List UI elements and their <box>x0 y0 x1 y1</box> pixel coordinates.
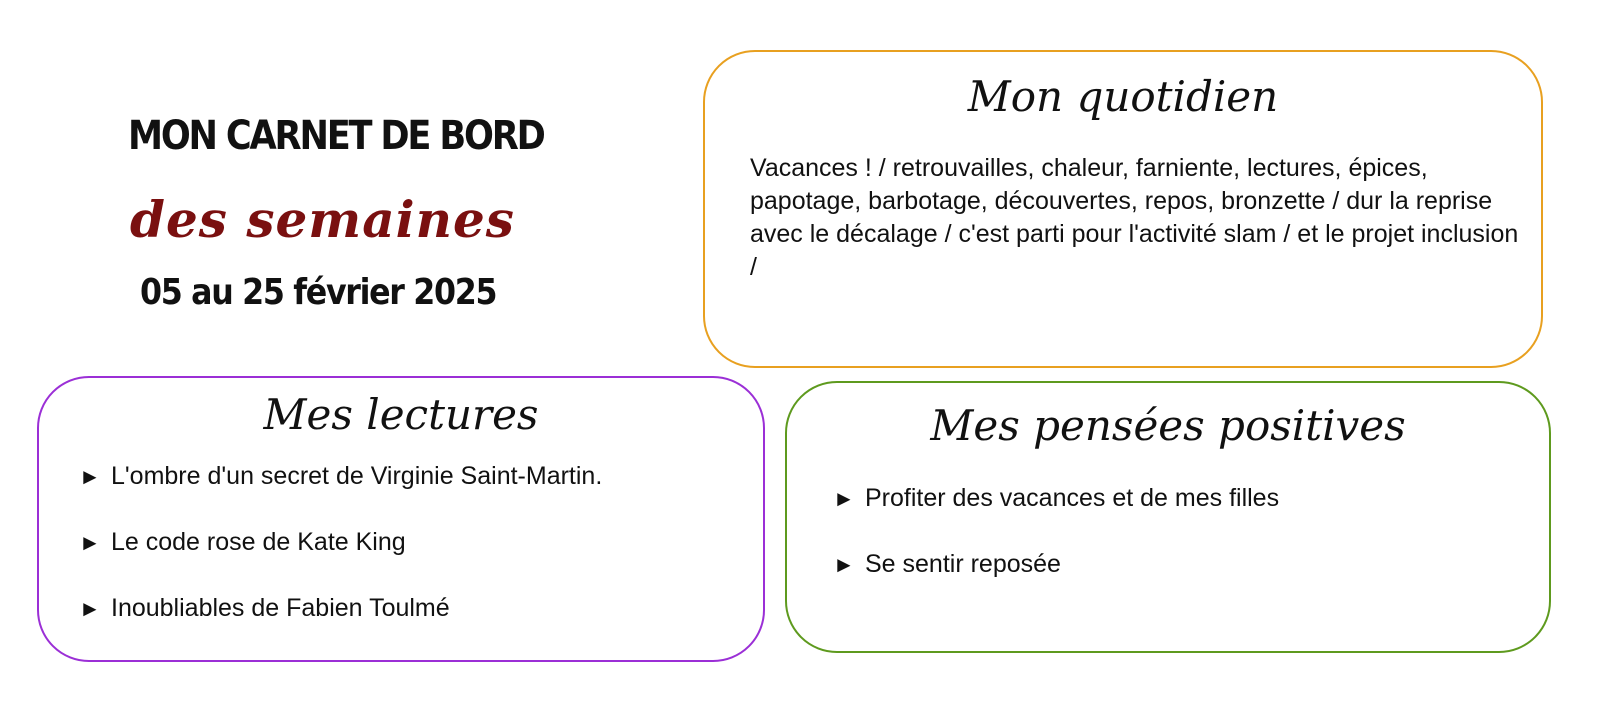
list-item-text: Inoubliables de Fabien Toulmé <box>111 594 450 622</box>
bullet-arrow-icon: ► <box>79 530 101 555</box>
lectures-list <box>79 461 602 659</box>
list-item-text: Le code rose de Kate King <box>111 528 406 556</box>
card-heading-quotidien: Mon quotidien <box>967 72 1279 121</box>
list-item-text: Profiter des vacances et de mes filles <box>865 484 1280 512</box>
header-dates: 05 au 25 février 2025 <box>140 272 497 313</box>
bullet-arrow-icon: ► <box>833 486 855 511</box>
list-item <box>79 461 602 527</box>
card-heading-pensees: Mes pensées positives <box>930 401 1406 450</box>
list-item-text: Se sentir reposée <box>865 550 1061 578</box>
bullet-arrow-icon: ► <box>79 596 101 621</box>
card-mon-quotidien <box>703 50 1543 368</box>
list-item <box>833 483 1279 549</box>
list-item <box>79 527 602 593</box>
bullet-arrow-icon: ► <box>79 464 101 489</box>
header-subtitle: des semaines <box>130 190 515 249</box>
card-mes-lectures <box>37 376 765 662</box>
card-heading-lectures: Mes lectures <box>263 390 539 439</box>
bullet-arrow-icon: ► <box>833 552 855 577</box>
list-item <box>79 593 602 659</box>
card-mes-pensees-positives <box>785 381 1551 653</box>
card-text-quotidien: Vacances ! / retrouvailles, chaleur, farniente, lectures, épices, papotage, barbotage, découvertes, repos, bronzette / dur la reprise avec le décalage / c'est parti pour l'activité slam / et le projet inclusion / <box>750 154 1519 281</box>
header-title: MON CARNET DE BORD <box>128 113 544 159</box>
list-item-text: L'ombre d'un secret de Virginie Saint-Martin. <box>111 462 603 490</box>
pensees-list <box>833 483 1279 615</box>
list-item <box>833 549 1279 615</box>
